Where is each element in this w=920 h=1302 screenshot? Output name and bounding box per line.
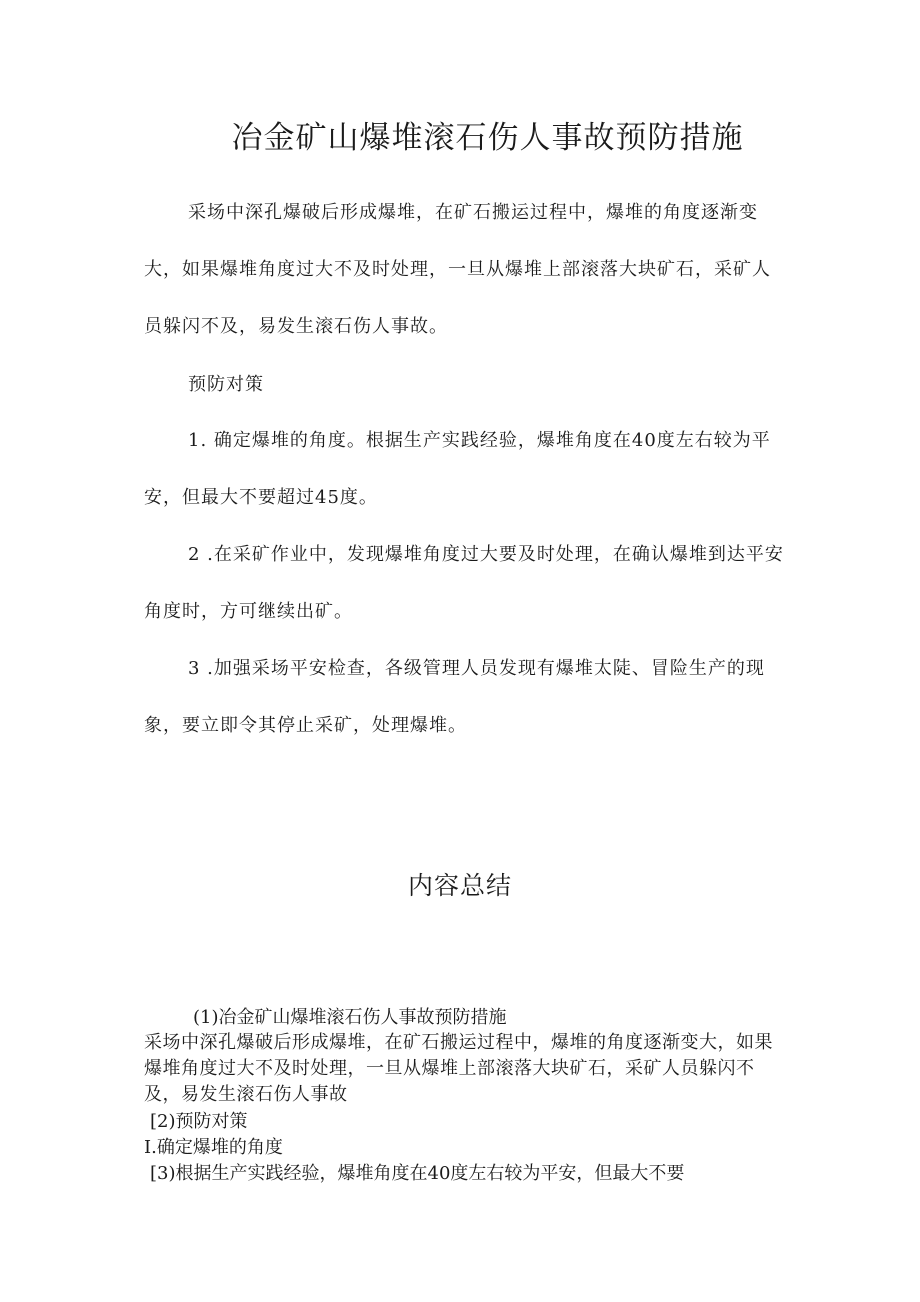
summary-line-4: I.确定爆堆的角度: [144, 1137, 283, 1158]
paragraph-measure-3: 3 .加强采场平安检查，各级管理人员发现有爆堆太陡、冒险生产的现象，要立即令其停止采矿，处理爆堆。: [144, 658, 765, 736]
document-title: 冶金矿山爆堆滚石伤人事故预防措施: [231, 120, 744, 156]
paragraph-measure-2: 2 .在采矿作业中，发现爆堆角度过大要及时处理，在确认爆堆到达平安角度时，方可继续出矿。: [144, 544, 784, 622]
section-heading-prevention: 预防对策: [188, 374, 264, 395]
paragraph-intro: 采场中深孔爆破后形成爆堆，在矿石搬运过程中，爆堆的角度逐渐变大，如果爆堆角度过大不及时处理，一旦从爆堆上部滚落大块矿石，采矿人员躲闪不及，易发生滚石伤人事故。: [144, 202, 771, 337]
summary-line-3: [2)预防对策: [150, 1111, 248, 1132]
summary-line-5: [3)根据生产实践经验，爆堆角度在40度左右较为平安，但最大不要: [150, 1163, 685, 1184]
paragraph-measure-1: 1. 确定爆堆的角度。根据生产实践经验，爆堆角度在40度左右较为平安，但最大不要超过45度。: [144, 430, 771, 508]
summary-line-2: 采场中深孔爆破后形成爆堆，在矿石搬运过程中，爆堆的角度逐渐变大，如果爆堆角度过大不及时处理，一旦从爆堆上部滚落大块矿石，采矿人员躲闪不及，易发生滚石伤人事故: [144, 1032, 773, 1105]
summary-title: 内容总结: [407, 871, 512, 900]
summary-line-1: (1)冶金矿山爆堆滚石伤人事故预防措施: [193, 1007, 507, 1028]
